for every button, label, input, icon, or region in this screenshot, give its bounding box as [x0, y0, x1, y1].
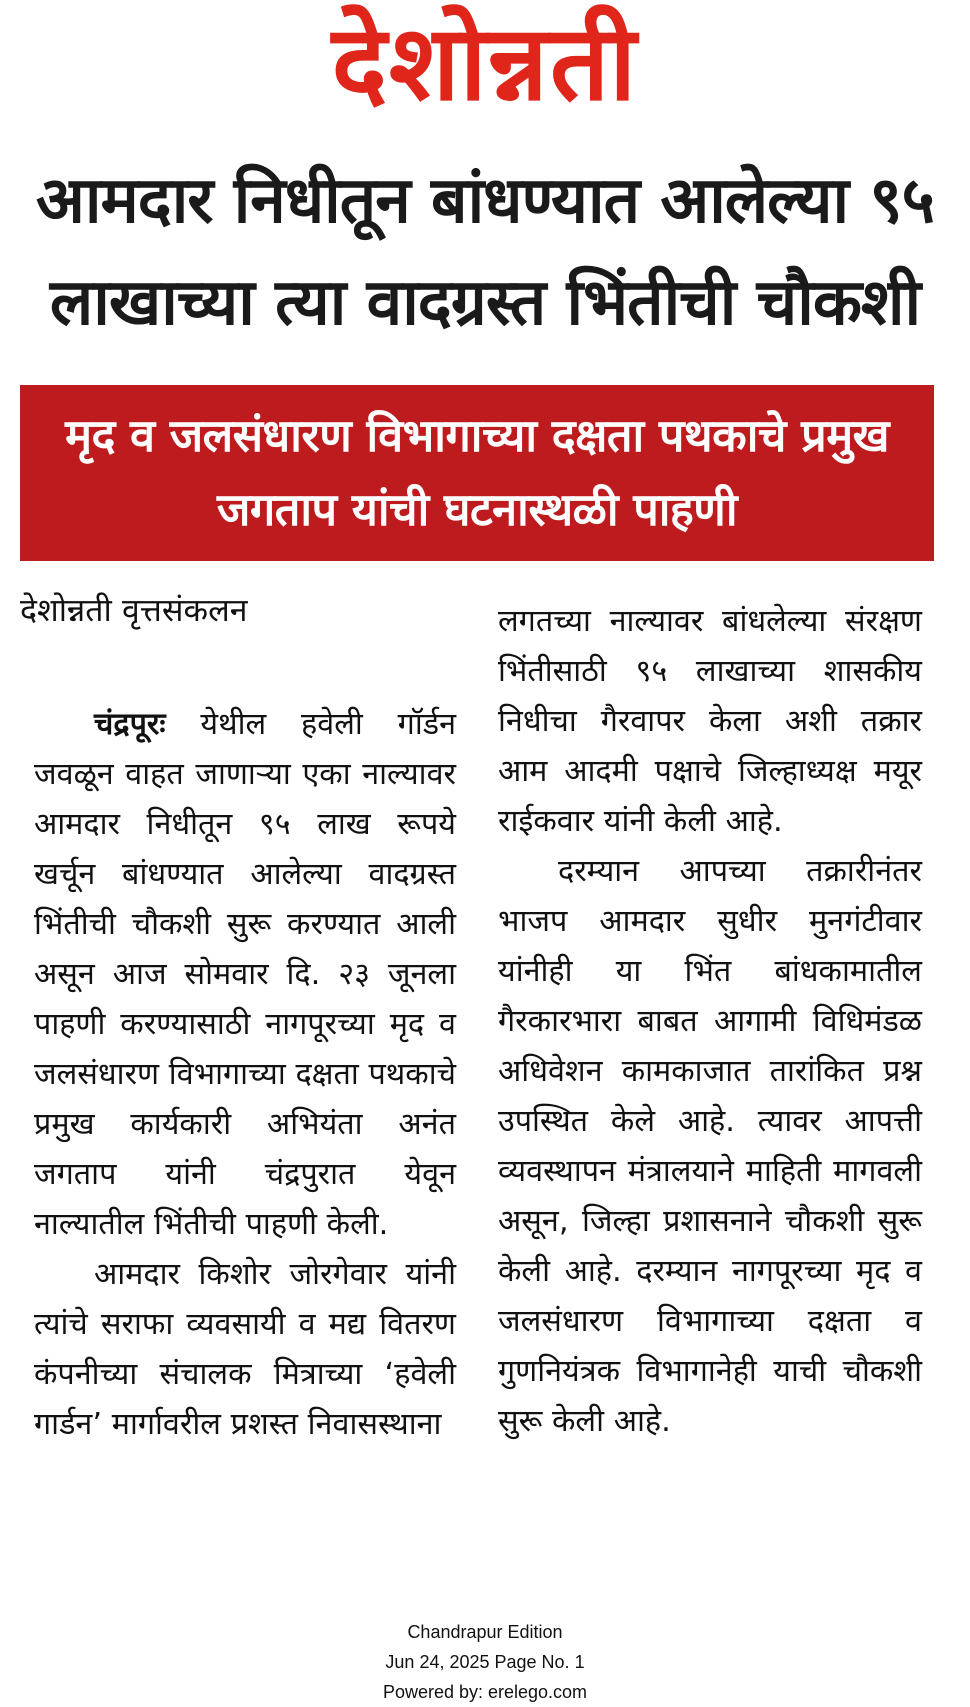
- masthead: [0, 0, 970, 125]
- masthead-logo: देशोन्नती: [331, 1, 639, 124]
- article-paragraph: दरम्यान आपच्या तक्रारीनंतर भाजप आमदार सुधीर मुनगंटीवार यांनीही या भिंत बांधकामातील गैरकारभारा बाबत आगामी विधिमंडळ अधिवेशन कामकाजात तारांकित प्रश्न उपस्थित केले आहे. त्यावर आपत्ती व्यवस्थापन मंत्रालयाने माहिती मागवली असून, जिल्हा प्रशासनाने चौकशी सुरू केली आहे. दरम्यान नागपूरच्या मृद व जलसंधारण विभागाच्या दक्षता व गुणनियंत्रक विभागानेही याची चौकशी सुरू केली आहे.: [498, 854, 922, 1439]
- dateline: चंद्रपूरः: [94, 707, 166, 742]
- date-page-label: Jun 24, 2025 Page No. 1: [385, 1652, 585, 1672]
- paragraph-text: येथील हवेली गॉर्डन जवळून वाहत जाणाऱ्या एका नाल्यावर आमदार निधीतून ९५ लाख रूपये खर्चून बांधण्यात आलेल्या वादग्रस्त भिंतीची चौकशी सुरू करण्यात आली असून आज सोमवार दि. २३ जूनला पाहणी करण्यासाठी नागपूरच्या मृद व जलसंधारण विभागाच्या दक्षता पथकाचे प्रमुख कार्यकारी अभियंता अनंत जगताप यांनी चंद्रपुरात येवून नाल्यातील भिंतीची पाहणी केली.: [34, 707, 457, 1242]
- edition-label: Chandrapur Edition: [407, 1622, 563, 1642]
- page-footer: [0, 1617, 970, 1707]
- subheadline: मृद व जलसंधारण विभागाच्या दक्षता पथकाचे प्रमुख जगताप यांची घटनास्थळी पाहणी: [65, 409, 889, 536]
- article-paragraph: आमदार किशोर जोरगेवार यांनी त्यांचे सराफा व्यवसायी व मद्य वितरण कंपनीच्या संचालक मित्राच्या ‘हवेली गार्डन’ मार्गावरील प्रशस्त निवासस्थाना: [34, 1257, 456, 1442]
- subheadline-banner: [20, 385, 934, 561]
- headline: आमदार निधीतून बांधण्यात आलेल्या ९५ लाखाच्या त्या वादग्रस्त भिंतीची चौकशी: [36, 164, 934, 340]
- article-paragraph: [34, 700, 456, 1250]
- powered-by-label: Powered by: erelego.com: [382, 1682, 588, 1702]
- article-left-column: [34, 700, 456, 1450]
- article-paragraph: लगतच्या नाल्यावर बांधलेल्या संरक्षण भिंतीसाठी ९५ लाखाच्या शासकीय निधीचा गैरवापर केला अशी तक्रार आम आदमी पक्षाचे जिल्हाध्यक्ष मयूर राईकवार यांनी केली आहे.: [498, 604, 922, 839]
- article-right-column: [498, 597, 922, 1447]
- byline: देशोन्नती वृत्तसंकलन: [20, 591, 248, 629]
